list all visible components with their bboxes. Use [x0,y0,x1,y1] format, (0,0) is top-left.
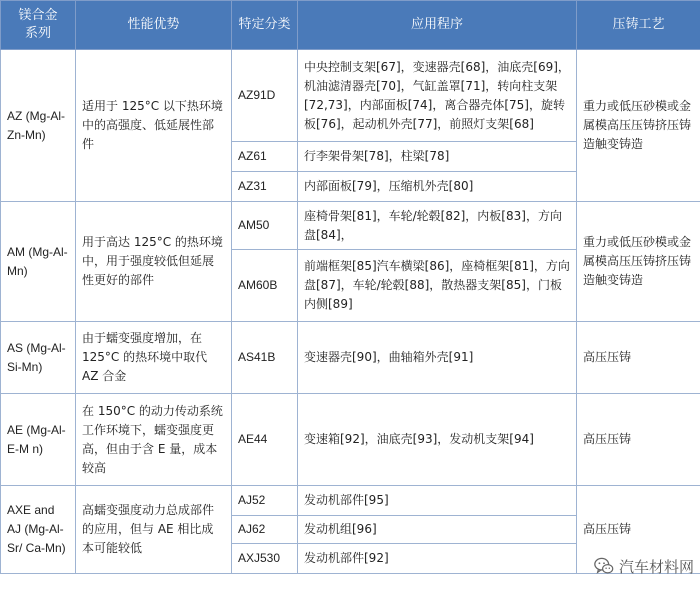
advantage-cell: 由于蠕变强度增加，在 125°C 的热环境中取代 AZ 合金 [76,322,232,394]
series-cell: AZ (Mg-Al-Zn-Mn) [1,50,76,202]
table-row [1,202,700,250]
header-grade: 特定分类 [232,1,298,50]
watermark [593,555,694,577]
application-cell: 内部面板[79]，压缩机外壳[80] [298,172,577,202]
series-cell: AM (Mg-Al-Mn) [1,202,76,322]
watermark-label: 汽车材料网 [618,557,694,576]
grade-cell: AJ62 [232,516,298,544]
advantage-cell: 在 150°C 的动力传动系统工作环境下，蠕变强度更高，但由于含 E 量，成本较高 [76,394,232,486]
grade-cell: AZ91D [232,50,298,142]
process-cell: 高压压铸 [577,486,700,574]
header-advantage: 性能优势 [76,1,232,50]
process-cell: 高压压铸 [577,322,700,394]
table-row [1,394,700,486]
process-cell: 重力或低压砂模或金属模高压压铸挤压铸造触变铸造 [577,202,700,322]
header-row [1,1,700,50]
header-process: 压铸工艺 [577,1,700,50]
application-cell: 座椅骨架[81]，车轮/轮毂[82]，内板[83]，方向盘[84]， [298,202,577,250]
grade-cell: AM50 [232,202,298,250]
application-cell: 发动机部件[95] [298,486,577,516]
wechat-icon [593,555,615,577]
advantage-cell: 高蠕变强度动力总成部件的应用，但与 AE 相比成本可能较低 [76,486,232,574]
grade-cell: AJ52 [232,486,298,516]
grade-cell: AZ31 [232,172,298,202]
grade-cell: AE44 [232,394,298,486]
application-cell: 前端框架[85]汽车横梁[86]，座椅框架[81]，方向盘[87]，车轮/轮毂[88]，散热器支架[85]，门板内侧[89] [298,250,577,322]
series-cell: AXE and AJ (Mg-Al-Sr/ Ca-Mn) [1,486,76,574]
series-cell: AS (Mg-Al-Si-Mn) [1,322,76,394]
application-cell: 变速器壳[90]，曲轴箱外壳[91] [298,322,577,394]
application-cell: 行李架骨架[78]，柱梁[78] [298,142,577,172]
table-row [1,486,700,516]
table-row [1,50,700,142]
advantage-cell: 适用于 125°C 以下热环境中的高强度、低延展性部件 [76,50,232,202]
advantage-cell: 用于高达 125°C 的热环境中，用于强度较低但延展性更好的部件 [76,202,232,322]
process-cell: 高压压铸 [577,394,700,486]
grade-cell: AXJ530 [232,544,298,574]
application-cell: 发动机部件[92] [298,544,577,574]
grade-cell: AS41B [232,322,298,394]
application-cell: 中央控制支架[67]，变速器壳[68]，油底壳[69]，机油滤清器壳[70]，气缸盖罩[71]，转向柱支架[72,73]，内部面板[74]，离合器壳体[75]，旋转板[76]，起动机外壳[77]，前照灯支架[68] [298,50,577,142]
header-series [1,1,76,50]
application-cell: 变速箱[92]，油底壳[93]，发动机支架[94] [298,394,577,486]
process-cell: 重力或低压砂模或金属模高压压铸挤压铸造触变铸造 [577,50,700,202]
header-series-label: 镁合金 系列 [18,8,58,41]
grade-cell: AZ61 [232,142,298,172]
grade-cell: AM60B [232,250,298,322]
series-cell: AE (Mg-Al-E-M n) [1,394,76,486]
application-cell: 发动机组[96] [298,516,577,544]
header-application: 应用程序 [298,1,577,50]
table-row [1,322,700,394]
